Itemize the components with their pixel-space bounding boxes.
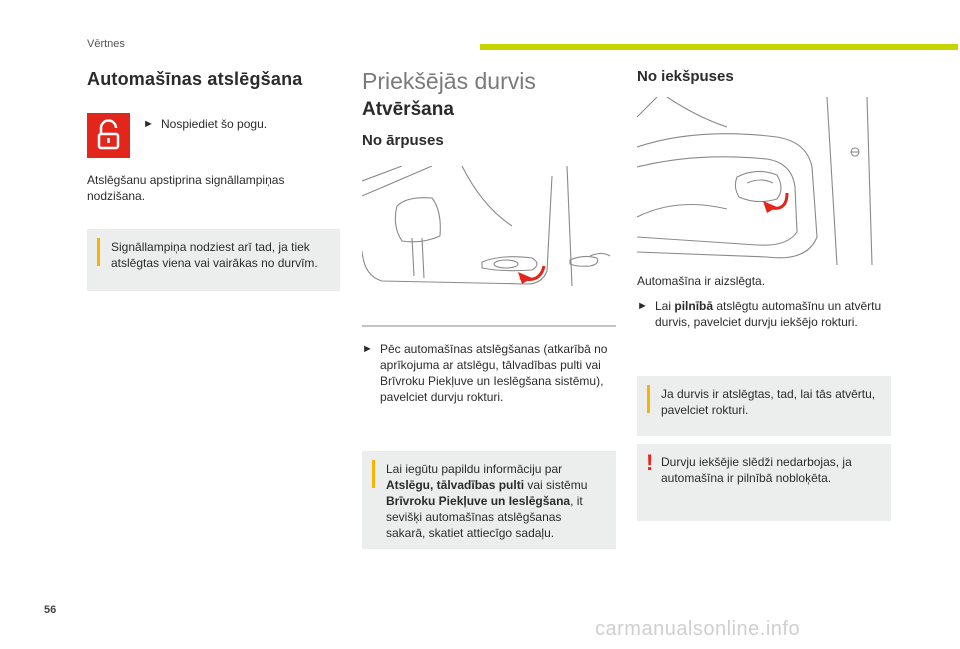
inside-info-box: Ja durvis ir atslēgtas, tad, lai tās atvērtu, pavelciet rokturi. — [637, 376, 891, 436]
page-number: 56 — [44, 604, 57, 616]
bullet-arrow-icon: ► — [637, 300, 648, 312]
outside-open-step: ► Pēc automašīnas atslēgšanas (atkarībā no aprīkojuma ar atslēgu, tālvadības pulti vai Brīvroku Piekļuve un Ieslēgšana sistēmu), pavelciet durvju rokturi. — [362, 342, 608, 404]
interior-door-handle-illustration — [637, 97, 891, 265]
unlock-button-icon — [87, 113, 130, 158]
section-label: Vērtnes — [87, 38, 125, 50]
inside-warning-box: ! Durvju iekšējie slēdži nedarbojas, ja automašīna ir pilnībā nobloķēta. — [637, 444, 891, 521]
warning-exclamation-icon: ! — [646, 450, 654, 475]
info-marker-icon — [647, 385, 650, 413]
from-outside-heading: No ārpuses — [362, 132, 444, 149]
unlock-info-box: Signāllampiņa nodziest arī tad, ja tiek atslēgtas viena vai vairākas no durvīm. — [87, 229, 340, 291]
front-doors-title: Priekšējās durvis — [362, 68, 536, 94]
car-locked-text: Automašīna ir aizslēgta. — [637, 274, 766, 288]
section-accent-bar — [480, 44, 958, 50]
watermark: carmanualsonline.info — [595, 618, 801, 640]
opening-subtitle: Atvēršana — [362, 99, 454, 120]
unlocking-title: Automašīnas atslēgšana — [87, 69, 303, 89]
info-marker-icon — [97, 238, 100, 266]
exterior-door-handle-illustration — [362, 166, 616, 330]
bullet-arrow-icon: ► — [362, 343, 373, 355]
unlock-confirm-text: Atslēgšanu apstiprina signāllampiņas nodzišana. — [87, 173, 285, 203]
info-marker-icon — [372, 460, 375, 488]
bullet-arrow-icon: ► — [143, 118, 154, 130]
from-inside-heading: No iekšpuses — [637, 68, 734, 85]
inside-open-step: ► Lai pilnībā atslēgtu automašīnu un atvērtu durvis, pavelciet durvju iekšējo rokturi. — [637, 299, 882, 329]
unlock-step: ► Nospiediet šo pogu. — [143, 117, 268, 131]
outside-info-box: Lai iegūtu papildu informāciju par Atslēgu, tālvadības pulti vai sistēmu Brīvroku Piekļuve un Ieslēgšana, it sevišķi automašīnas atslēgšanas sakarā, skatiet attiecīgo sadaļu. — [362, 451, 616, 549]
